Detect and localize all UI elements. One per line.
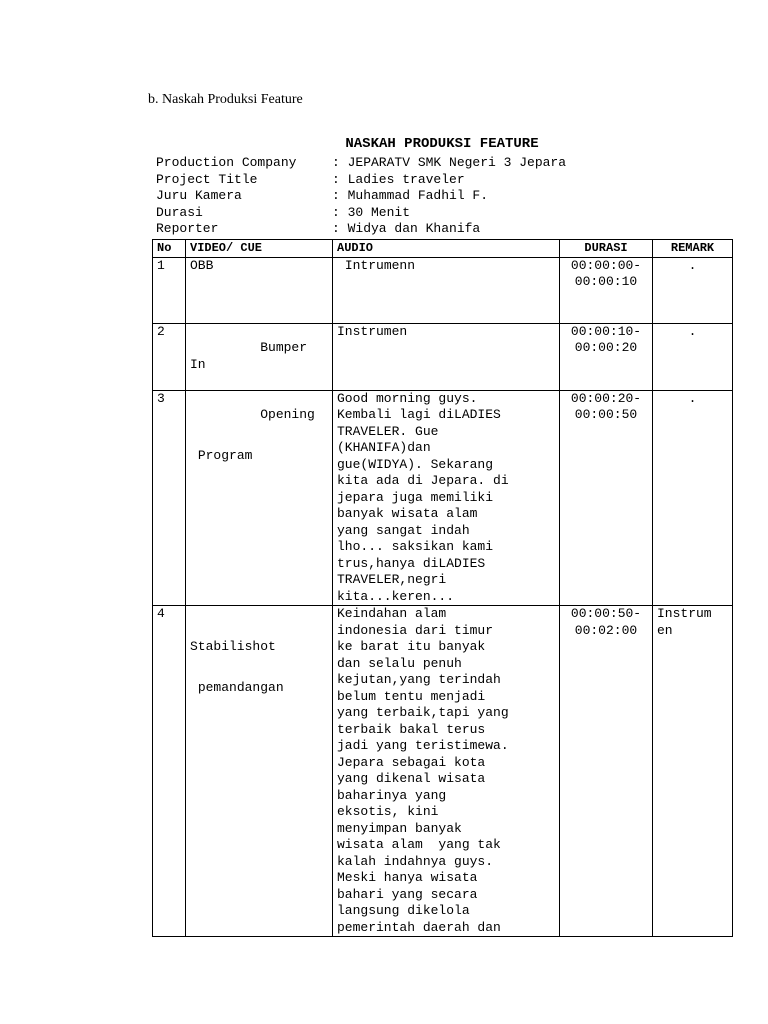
- header-durasi: DURASI: [560, 240, 653, 258]
- cell-durasi: 00:00:10- 00:00:20: [560, 323, 653, 390]
- table-header-row: [153, 240, 733, 258]
- info-label: Reporter: [156, 221, 219, 236]
- info-label: Production Company: [156, 155, 297, 170]
- header-no: No: [153, 240, 186, 258]
- table-row: [153, 323, 733, 390]
- cell-no: 3: [153, 390, 186, 606]
- cell-audio: Instrumen: [333, 323, 560, 390]
- info-row-reporter: [156, 221, 566, 238]
- cell-remark: .: [653, 390, 733, 606]
- cell-no: 4: [153, 606, 186, 937]
- document-title: NASKAH PRODUKSI FEATURE: [345, 136, 539, 152]
- cell-video: [186, 257, 333, 323]
- video-line: Opening: [252, 407, 315, 422]
- cell-no: 1: [153, 257, 186, 323]
- cell-durasi: 00:00:20- 00:00:50: [560, 390, 653, 606]
- table-row: [153, 390, 733, 606]
- info-row-duration: [156, 205, 566, 222]
- info-label: Juru Kamera: [156, 188, 242, 203]
- cell-video: [186, 390, 333, 606]
- cell-no: 2: [153, 323, 186, 390]
- video-line: Stabilishot: [190, 622, 276, 654]
- info-row-title: [156, 172, 566, 189]
- table-row: [153, 257, 733, 323]
- info-label: Durasi: [156, 204, 203, 220]
- info-value: : 30 Menit: [332, 204, 411, 220]
- header-remark: REMARK: [653, 240, 733, 258]
- info-value: : Ladies traveler: [332, 171, 465, 187]
- info-label: Project Title: [156, 171, 258, 187]
- cell-video: [186, 606, 333, 937]
- info-row-company: [156, 155, 566, 172]
- cell-remark: .: [653, 323, 733, 390]
- cell-video: [186, 323, 333, 390]
- cell-durasi: 00:00:50- 00:02:00: [560, 606, 653, 937]
- info-value: : Widya dan Khanifa: [332, 221, 481, 236]
- cell-remark: Instrum en: [653, 606, 733, 937]
- cell-remark: .: [653, 257, 733, 323]
- production-info: [156, 155, 566, 238]
- video-line: Program: [190, 448, 253, 463]
- cell-durasi: 00:00:00- 00:00:10: [560, 257, 653, 323]
- info-value: : JEPARATV SMK Negeri 3 Jepara: [332, 155, 567, 170]
- script-table: [152, 239, 733, 937]
- header-video: VIDEO/ CUE: [186, 240, 333, 258]
- video-line: pemandangan: [190, 680, 284, 695]
- video-line: Bumper In: [190, 340, 315, 372]
- cell-audio: Intrumenn: [333, 257, 560, 323]
- video-line: OBB: [190, 257, 214, 273]
- cell-audio: Good morning guys. Kembali lagi diLADIES TRAVELER. Gue (KHANIFA)dan gue(WIDYA). Sekarang kita ada di Jepara. di jepara juga memiliki banyak wisata alam yang sangat indah lho... saksikan kami trus,hanya diLADIES TRAVELER,negri kita...keren...: [333, 390, 560, 606]
- section-heading: b. Naskah Produksi Feature: [148, 92, 303, 107]
- info-row-camera: [156, 188, 566, 205]
- cell-audio: Keindahan alam indonesia dari timur ke barat itu banyak dan selalu penuh kejutan,yang terindah belum tentu menjadi yang terbaik,tapi yang terbaik bakal terus jadi yang teristimewa. Jepara sebagai kota yang dikenal wisata baharinya yang eksotis, kini menyimpan banyak wisata alam yang tak kalah indahnya guys. Meski hanya wisata bahari yang secara langsung dikelola pemerintah daerah dan: [333, 606, 560, 937]
- table-row: [153, 606, 733, 937]
- info-value: : Muhammad Fadhil F.: [332, 188, 489, 203]
- header-audio: AUDIO: [333, 240, 560, 258]
